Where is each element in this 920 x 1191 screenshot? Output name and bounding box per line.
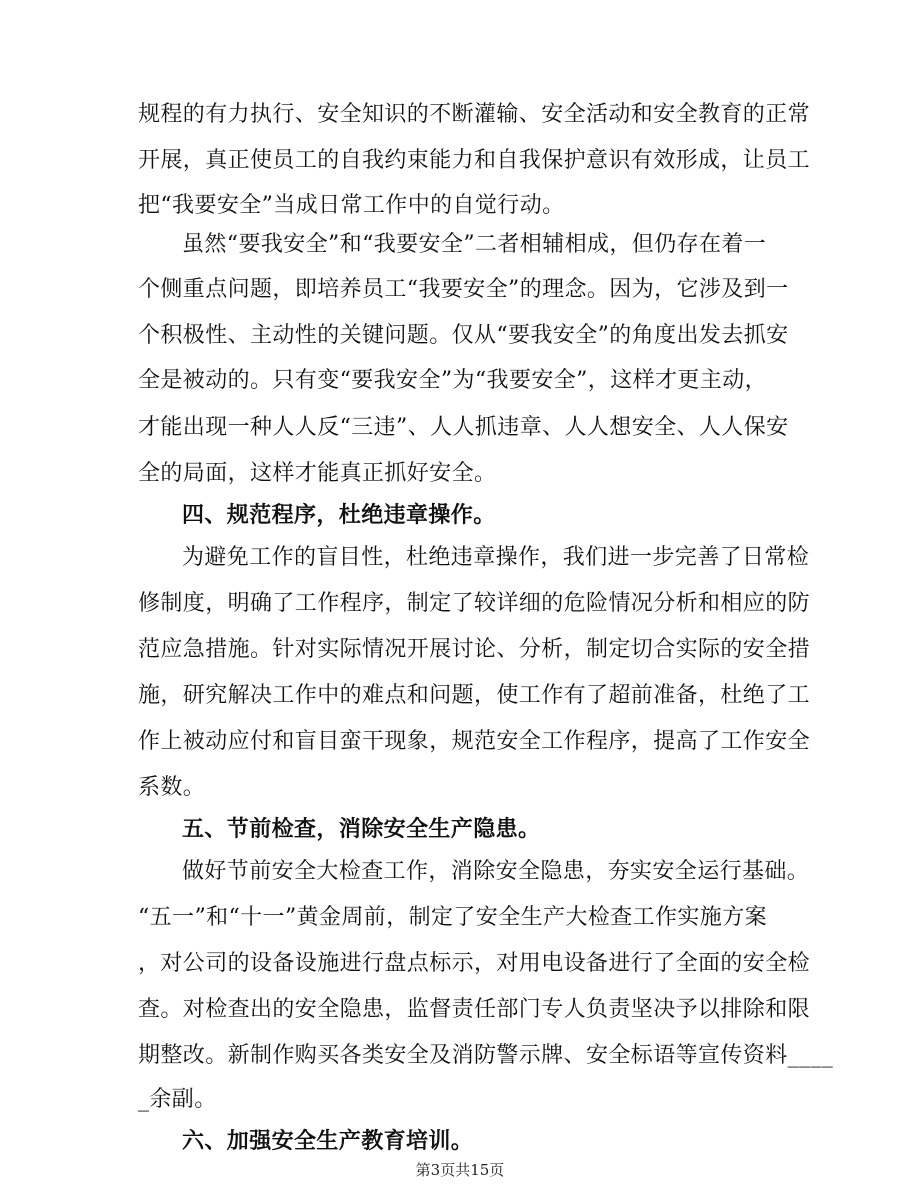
page-number-footer: 第3页共15页 [415,1161,505,1179]
body-text-line: 规程的有力执行、安全知识的不断灌输、安全活动和安全教育的正常 [138,102,811,127]
body-text-line: 作上被动应付和盲目蛮干现象，规范安全工作程序，提高了工作安全 [138,729,811,754]
body-text-line: 范应急措施。针对实际情况开展讨论、分析，制定切合实际的安全措 [138,637,811,662]
body-text-line: 把“我要安全”当成日常工作中的自觉行动。 [138,193,565,218]
section-heading: 六、加强安全生产教育培训。 [182,1129,474,1154]
body-text-line: 查。对检查出的安全隐患，监督责任部门专人负责坚决予以排除和限 [138,997,811,1022]
body-text-line: 施，研究解决工作中的难点和问题，使工作有了超前准备，杜绝了工 [138,683,811,708]
body-text-line: 为避免工作的盲目性，杜绝违章操作，我们进一步完善了日常检 [182,545,810,570]
body-text-line: 全的局面，这样才能真正抓好安全。 [138,461,497,486]
body-text-line: ，对公司的设备设施进行盘点标示，对用电设备进行了全面的安全检 [138,951,811,976]
body-text-line: _余副。 [138,1087,217,1112]
body-text-line: 系数。 [138,775,206,800]
section-heading: 五、节前检查，消除安全生产隐患。 [182,817,541,842]
body-text-line: 开展，真正使员工的自我约束能力和自我保护意识有效形成，让员工 [138,148,811,173]
section-heading: 四、规范程序，杜绝违章操作。 [182,503,496,528]
body-text-line: 期整改。新制作购买各类安全及消防警示牌、安全标语等宣传资料____ [138,1043,834,1068]
body-text-line: 虽然“要我安全”和“我要安全”二者相辅相成，但仍存在着一 [182,232,767,257]
body-text-line: 个积极性、主动性的关键问题。仅从“要我安全”的角度出发去抓安 [138,323,789,348]
body-text-line: 才能出现一种人人反“三违”、人人抓违章、人人想安全、人人保安 [138,415,789,440]
body-text-line: 修制度，明确了工作程序，制定了较详细的危险情况分析和相应的防 [138,591,811,616]
body-text-line: 个侧重点问题，即培养员工“我要安全”的理念。因为，它涉及到一 [138,277,789,302]
body-text-line: “五一”和“十一”黄金周前，制定了安全生产大检查工作实施方案 [138,905,767,930]
body-text-line: 全是被动的。只有变“要我安全”为“我要安全”，这样才更主动， [138,368,767,393]
body-text-line: 做好节前安全大检查工作，消除安全隐患，夯实安全运行基础。 [182,859,810,884]
